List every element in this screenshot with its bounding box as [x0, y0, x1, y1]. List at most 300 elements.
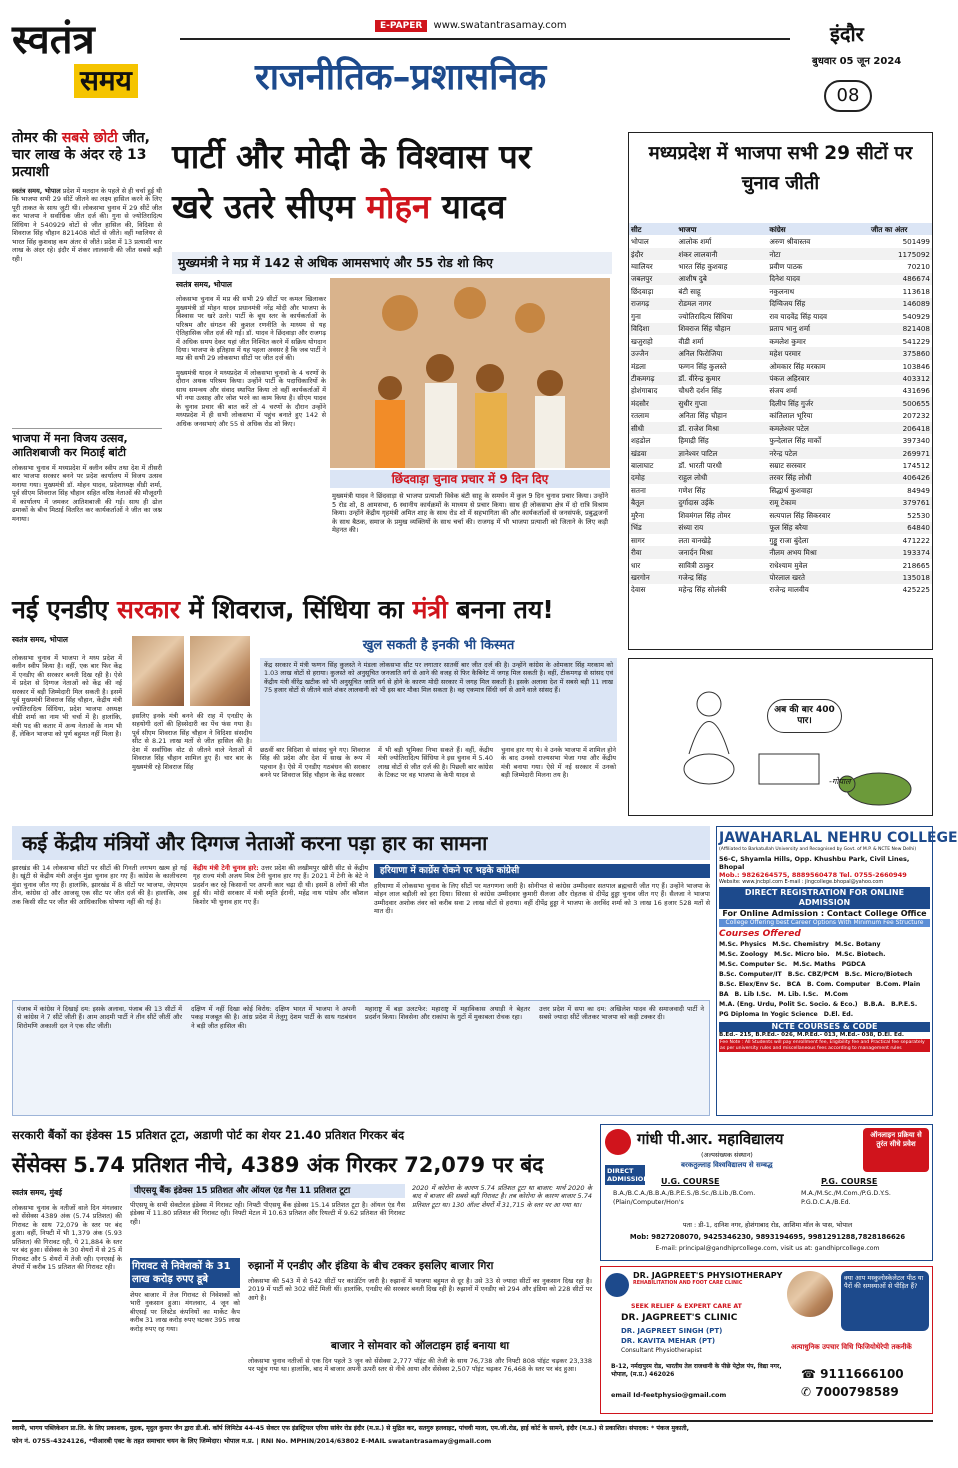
results-cell: सम्राट सरस्वार	[769, 461, 806, 471]
jnc-course-item: B. Com. Computer	[806, 981, 871, 988]
physio-logo-icon	[605, 1273, 629, 1297]
ministers-col1: झारखंड की 14 लोकसभा सीटों पर सीटों की गिनती लगभग खत्म हो गई है। खूंटी से केंद्रीय मंत्री अर्जुन मुंडा चुनाव हार गए हैं। कांग्रेस के कालीचरण मुंडा चुनाव जीत गए हैं। हालांकि, झारखंड में 8 सीटों पर भाजपा, जेएमएम तीन, कांग्रेस दो और आजसू एक सीट पर जीत दर्ज की है। हालांकि, अब तक किसी सीट पर जीत की आधिकारिक घोषणा नहीं की गई है।	[12, 864, 187, 906]
jnc-direct: DIRECT REGISTRATION FOR ONLINE ADMISSION	[719, 887, 930, 909]
strip-col3: महाराष्ट्र में बड़ा उलटफेर: महाराष्ट्र में महाविकास अघाड़ी ने बेहतर प्रदर्शन किया। शिवसेना और राकांपा के गुटों में मुकाबला रोचक रहा।	[365, 1005, 530, 1022]
results-cell: शिवराज सिंह चौहान	[676, 323, 767, 335]
results-cell: चौधरी दर्शन सिंह	[678, 386, 722, 396]
results-cell: 103846	[902, 361, 930, 371]
main-byline: स्वतंत्र समय, भोपाल	[176, 280, 232, 289]
results-cell: गणेश सिंह	[678, 485, 706, 495]
jnc-course-item: M.Sc. Micro bio.	[773, 951, 830, 958]
results-row	[629, 571, 932, 583]
results-cell: फुन्देलाल सिंह मार्को	[769, 436, 822, 446]
footer-line1: स्वामी, भागय पब्लिकेशन प्रा.लि. के लिए प्रकाशक, मुद्रक, मृदुल कुमार जैन द्वारा डी.बी. कॉर्प लिमिटेड 44-45 सेक्टर एफ इंडस्ट्रियल एरिया सांवेर रोड इंदौर (म.प्र.) से मुद्रित कर, सतगुरु हलवाइट, पांचवी माला, एम.जी.रोड, हाई कोर्ट के सामने, इंदौर (म.प्र.) से प्रकाशित। संपादक: * पंकज मुकाती,	[12, 1425, 689, 1432]
results-cell: इंदौर	[629, 248, 676, 260]
page-number: 08	[824, 80, 872, 112]
haryana-body: हरियाणा में लोकसभा चुनाव के लिए सीटों पर मतगणना जारी है। सोनीपत से कांग्रेस उम्मीदवार सतपाल ब्रह्मचारी जीत गए हैं। उन्होंने भाजपा के मोहन लाल बड़ौली को हरा दिया। सिरसा से कांग्रेस उम्मीदवार कुमारी सैलजा और रोहतक से दीपेंद्र हुड्डा चुनाव जीत गए हैं। सैलजा ने भाजपा उम्मीदवार अशोक तंवर को करीब सवा 2 लाख वोटों से हराया। वहीं दीपेंद्र हुड्डा ने भाजपा के अरविंद शर्मा को 3 लाख 16 हजार 528 मतों से मात दी।	[374, 882, 710, 916]
results-header: सीट	[631, 224, 642, 234]
jnc-course-item: M.Com	[824, 991, 849, 998]
physio-photo	[787, 1271, 833, 1317]
strip-col4: उत्तर प्रदेश में सपा का दम: अखिलेश यादव की समाजवादी पार्टी ने सबसे ज्यादा सीटें जीतकर भाजपा को कड़ी टक्कर दी।	[539, 1005, 704, 1022]
results-cell: महेन्द्र सिंह सोलंकी	[678, 585, 727, 595]
results-cell: रामू टेकाम	[767, 497, 869, 509]
results-cell: गुड्डू राजा बुंदेला	[769, 535, 809, 545]
jnc-course-item: M.Sc. Computer Sc.	[719, 961, 788, 968]
results-header: भाजपा	[678, 224, 697, 234]
physio-dr1: DR. JAGPREET SINGH (PT)	[621, 1327, 723, 1335]
jnc-course-item: B.Sc. Micro/Biotech	[844, 971, 913, 978]
results-row	[629, 323, 932, 335]
results-cell: आशीष दुबे	[676, 273, 767, 285]
jnc-courses-title: Courses Offered	[719, 928, 801, 939]
results-cell: ज्ञानेश्वर पाटिल	[676, 447, 767, 459]
gandhi-name: गांधी पी.आर. महाविद्यालय	[637, 1130, 784, 1148]
results-cell: नकुलनाथ	[769, 286, 795, 296]
left-byline: स्वतंत्र समय, भोपाल	[12, 187, 61, 195]
physio-name: DR. JAGPREET'S PHYSIOTHERAPY	[633, 1271, 783, 1280]
nda-headline: नई एनडीए सरकार में शिवराज, सिंधिया का मंत्री बनना तय!	[12, 595, 554, 624]
results-cell: 193374	[869, 546, 932, 558]
jnc-codes: B.Ed.- 215, B.P.Ed.- 026, M.P.Ed.- 013, M.Ed.- 038, D.El. Ed.	[719, 1032, 904, 1038]
results-cell: संध्या राय	[676, 522, 767, 534]
results-row	[629, 459, 932, 471]
results-cell: सावित्री ठाकुर	[678, 560, 714, 570]
results-cell: नरेन्द्र पटेल	[767, 447, 869, 459]
results-row	[629, 410, 932, 422]
jnc-course-item: BCA	[786, 981, 801, 988]
results-cell: सत्यपाल सिंह सिकरवार	[769, 510, 831, 520]
invest-body: शेयर बाजार में तेज गिरावट से निवेशकों को भारी नुकसान हुआ। मंगलवार, 4 जून को बीएसई पर लिस्टेड कंपनियों का मार्केट कैप करीब 31 लाख करोड़ रुपए घटकर 395 लाख करोड़ रुपए रह गया।	[130, 1291, 240, 1333]
physio-seek: SEEK RELIEF & EXPERT CARE AT	[631, 1303, 742, 1310]
results-row	[629, 422, 932, 434]
physio-clinic: DR. JAGPREET'S CLINIC	[621, 1313, 738, 1323]
results-row	[629, 559, 932, 571]
results-cell: 501499	[902, 237, 930, 247]
results-cell: पोरलाल खरते	[767, 571, 869, 583]
results-cell: 379761	[869, 497, 932, 509]
psu-body: पीएसयू के सभी सेक्टोरल इंडेक्स में गिरावट रही। निफ्टी पीएसयू बैंक इंडेक्स 15.14 प्रतिशत टूटा है। ऑयल एंड गैस इंडेक्स में 11.80 प्रतिशत की गिरावट रही। निफ्टी मेटल में 10.63 प्रतिशत और रियल्टी में 9.62 प्रतिशत की गिरावट रही।	[130, 1201, 405, 1226]
results-row	[629, 546, 932, 558]
main-headline-line2: खरे उतरे सीएम मोहन यादव	[172, 187, 506, 226]
results-cell: 113618	[902, 286, 930, 296]
results-row	[629, 298, 932, 310]
jnc-course-item: B.Sc. Computer/IT	[719, 971, 782, 978]
results-cell: 406426	[869, 472, 932, 484]
results-cell: 64840	[869, 522, 932, 534]
gandhi-direct: DIRECT ADMISSION	[605, 1165, 645, 1185]
results-cell: टीकमगढ़	[629, 372, 676, 384]
results-row	[629, 360, 932, 372]
jnc-course-item: M.Sc. Physics	[719, 941, 767, 948]
results-row	[629, 397, 932, 409]
results-cell: वीडी शर्मा	[678, 336, 704, 346]
results-cell: विदिशा	[629, 323, 676, 335]
physio-phone2[interactable]: ✆ 7000798589	[801, 1385, 899, 1399]
jnc-course-item: B. Lib I.Sc.	[734, 991, 772, 998]
strip-col1: पंजाब में कांग्रेस ने दिखाई दम: इसके अलावा, पंजाब की 13 सीटों में से कांग्रेस ने 7 सीटें जीती हैं। आम आदमी पार्टी ने तीन सीटें जीतीं और शिरोमणि अकाली दल ने एक सीट जीती।	[17, 1005, 182, 1030]
jnc-course-item: M.Sc. Maths	[793, 961, 836, 968]
scindia-photo	[190, 636, 250, 706]
gandhi-ug-list: B.A./B.C.A./B.B.A./B.P.E.S./B.Sc./B.Lib./B.Com.(Plain/Computer/Hon's	[613, 1190, 756, 1206]
issue-date: बुधवार 05 जून 2024	[812, 56, 902, 67]
physio-tag: अत्याधुनिक उपचार विधि फिजियोथेरेपी तकनीकें	[791, 1343, 912, 1351]
results-row	[629, 235, 932, 247]
results-cell: 471222	[902, 535, 930, 545]
nda-byline: स्वतंत्र समय, भोपाल	[12, 635, 68, 644]
jnc-course-item: PGDCA	[841, 961, 866, 968]
results-row	[629, 310, 932, 322]
jnc-course-item: B.Sc. CBZ/PCM	[787, 971, 839, 978]
results-row	[629, 509, 932, 521]
epaper-bar	[375, 20, 635, 36]
jnc-course-item: PG Diploma In Yogic Science	[719, 1011, 818, 1018]
kismat-col2: चुनाव हार गए थे। वे उनके भाजपा में शामिल होने के बाद उनको राज्यसभा भेजा गया और केंद्रीय मंत्री बनाया गया। ऐसे में नई सरकार में उनको बड़ी जिम्मेदारी मिलना तय है।	[501, 746, 616, 780]
results-cell: रतलाम	[631, 411, 650, 421]
results-cell: गुना	[631, 311, 641, 321]
results-cell: बैतूल	[629, 497, 676, 509]
results-cell: लता वानखेड़े	[678, 535, 712, 545]
results-cell: 431696	[902, 386, 930, 396]
main-headline	[172, 132, 612, 250]
market-byline: स्वतंत्र समय, मुंबई	[12, 1188, 62, 1197]
jnc-course-item: D.El. Ed.	[823, 1011, 854, 1018]
results-cell: ओमकार सिंह मरकाम	[769, 361, 826, 371]
main-body2: मुख्यमंत्री यादव ने मध्यप्रदेश में लोकसभा चुनावों के 4 चरणों के दौरान अथक परिश्रम किया। उन्होंने पार्टी के पदाधिकारियों के साथ समन्वय और संवाद स्थापित किया तो वहीं कार्यकर्ताओं में भी नया उत्साह और जोश भरने का काम किया है। सीएम यादव के चुनाव प्रचार की बात करें तो 4 चरणों के दौरान उन्होंने मध्यप्रदेश में ही सभी लोकसभा में पहुंच बनाते हुए 142 से अधिक जनसभाएं और 55 से अधिक रोड शो किए।	[176, 368, 326, 428]
rujhan-body: लोकसभा की 543 में से 542 सीटों पर काउंटिंग जारी है। रुझानों में भाजपा बहुमत से दूर है। उसे 33 से ज्यादा सीटों का नुकसान दिख रहा है। 2019 में पार्टी को 302 सीटें मिली थीं। हालांकि, एनडीए की सरकार बनती दिख रही है। रुझानों में एनडीए को 294 और इंडिया को 228 सीटों पर आगे है।	[248, 1277, 592, 1302]
results-cell: डॉ. वीरेन्द्र कुमार	[676, 372, 767, 384]
gandhi-sub: (अल्पसंख्यक संस्थान)	[701, 1151, 753, 1159]
main-photo	[330, 278, 610, 468]
left-headline: तोमर की सबसे छोटी जीत, चार लाख के अंदर रहे 13 प्रत्याशी	[12, 130, 150, 180]
jnc-note: Fee Note : All Students will pay enrollment fee, Eligibility fee and Practical fee separately as per university rules and miscellaneous fees according to management rules	[719, 1039, 930, 1052]
results-cell: मुरैना	[631, 510, 645, 520]
results-cell: शंकर लालवानी	[676, 248, 767, 260]
results-title: मध्यप्रदेश में भाजपा सभी 29 सीटों पर चुनाव जीती	[648, 143, 913, 194]
results-cell: राजेन्द्र मालवीय	[769, 585, 809, 595]
results-cell: कमलेश कुमार	[769, 336, 806, 346]
results-cell: फूल सिंह बरैया	[767, 522, 869, 534]
strip-box	[12, 1000, 710, 1116]
results-cell: सागर	[631, 535, 645, 545]
cartoon-signature: -गोपाल	[829, 777, 851, 786]
results-cell: गजेन्द्र सिंह	[676, 571, 767, 583]
epaper-label: E-PAPER	[375, 20, 427, 32]
masthead-rule	[180, 38, 790, 40]
results-cell: 269971	[869, 447, 932, 459]
main-story-col1	[176, 280, 326, 580]
gandhi-addr: पता : डी-1, दानिश नगर, होशंगाबाद रोड, आशिमा मॉल के पास, भोपाल	[682, 1221, 853, 1229]
results-cell: डॉ. भारती पारधी	[678, 461, 722, 471]
whatsapp-icon: ✆	[801, 1385, 812, 1399]
results-header: जीत का अंतर	[871, 224, 908, 234]
results-cell: भिंड	[629, 522, 676, 534]
invest-box	[130, 1258, 240, 1408]
results-cell: 541229	[902, 336, 930, 346]
results-cell: उज्जैन	[629, 347, 676, 359]
jnc-web: Website: www.jncbpl.com E-mail : jlngcollege.bhopal@yahoo.com	[719, 879, 884, 885]
physio-dr2: DR. KAVITA MEHAR (PT)	[621, 1337, 716, 1345]
results-cell: नोटा	[767, 248, 869, 260]
jnc-course-item: M.Sc. Chemistry	[772, 941, 829, 948]
ministers-col2-head: केंद्रीय मंत्री टेनी चुनाव हारे:	[193, 864, 259, 872]
results-row	[629, 285, 932, 297]
results-cell: दुर्गादास उईके	[676, 497, 767, 509]
results-cell: 135018	[869, 571, 932, 583]
results-cell: भोपाल	[631, 237, 649, 247]
cartoon-drawing-icon	[629, 659, 931, 814]
gandhi-mob: Mob: 9827208070, 9425346230, 9893194695, 9981291288,7828186626	[629, 1233, 906, 1241]
results-cell: महेश परमार	[767, 347, 869, 359]
results-cell: राजगढ़	[629, 298, 676, 310]
jnc-name: JAWAHARLAL NEHRU COLLEGE	[719, 830, 958, 846]
results-cell: 218665	[902, 560, 930, 570]
results-cell: पंकज अहिरवार	[767, 372, 869, 384]
kismat-box	[260, 636, 617, 816]
divider	[12, 428, 162, 429]
masthead-logo	[12, 18, 162, 108]
results-cell: 52530	[907, 510, 930, 520]
results-cell: खंडवा	[629, 447, 676, 459]
jnc-course-item: M.Sc. Biotech.	[835, 951, 886, 958]
results-cell: रोडमल नागर	[676, 298, 767, 310]
ministers-col2	[193, 864, 368, 994]
results-cell: ज्योतिरादित्य सिंधिया	[678, 311, 733, 321]
left-body-text: प्रदेश में मतदान के पहले से ही चर्चा हुई थी कि भाजपा सभी 29 सीटें जीतने का लक्ष्य हासिल करने के लिए पूरी ताकत के साथ जुटी थी। लोकसभा चुनाव में 29 सीटें जीत कर भाजपा ने सर्वाधिक जीत दर्ज की। गुना से ज्योतिरादित्य सिंधिया ने 540929 वोटों से जीत हासिल की, विदिशा से शिवराज सिंह चौहान 821408 वोटों से जीते। वहीं ग्वालियर से भारत सिंह कुशवाह कम अंतर से जीते। प्रदेश में 13 प्रत्याशी चार लाख के अंदर रहे। इंदौर में शंकर लालवानी की जीत सबसे बड़ी रही।	[12, 187, 162, 263]
logo-line1: स्वतंत्र	[12, 16, 95, 63]
results-cell: दिनेश यादव	[767, 273, 869, 285]
main-subhead: मुख्यमंत्री ने मप्र में 142 से अधिक आमसभाएं और 55 रोड शो किए	[172, 252, 612, 274]
physio-question: क्या आप मस्कुलोस्केलेटल पीठ या पैरों की समस्याओं से पीड़ित हैं?	[841, 1271, 929, 1331]
results-cell: शहडोल	[631, 436, 651, 446]
results-cell: भारत सिंह कुशवाह	[678, 262, 728, 272]
results-row	[629, 385, 932, 397]
jnc-course-item: B.B.A.	[863, 1001, 886, 1008]
gandhi-affil: बरकतुल्लाह विश्वविद्यालय से सम्बद्ध	[681, 1161, 773, 1169]
results-cell: 425225	[902, 585, 930, 595]
results-cell: नीलम अभय मिश्रा	[767, 546, 869, 558]
results-cell: हिमाद्री सिंह	[678, 436, 709, 446]
results-cell: बालाघाट	[631, 461, 654, 471]
results-cell: धार	[631, 560, 641, 570]
gandhi-pg: P.G. COURSE	[821, 1177, 878, 1186]
results-cell: राव यादवेंद्र सिंह यादव	[769, 311, 828, 321]
footer-line2: फोन नं. 0755-4324126, *पीआरबी एक्ट के तहत समाचार चयन के लिए जिम्मेदार। भोपाल म.प्र. | RNI No. MPHIN/2014/63802 E-MAIL swatantrasamay@gmail.com	[12, 1437, 492, 1445]
invest-title: गिरावट से निवेशकों के 31 लाख करोड़ रुपए डूबे	[130, 1258, 240, 1288]
results-row	[629, 497, 932, 509]
jnc-addr: 56-C, Shyamla Hills, Opp. Khushbu Park, Civil Lines, Bhopal	[719, 854, 910, 871]
cartoon-box	[628, 658, 933, 816]
results-cell: 84949	[907, 485, 930, 495]
jnc-contact: For Online Admission : Contact College Office	[722, 909, 927, 919]
left-story2	[12, 432, 162, 577]
results-cell: खजुराहो	[631, 336, 653, 346]
results-header: कांग्रेस	[769, 224, 786, 234]
gandhi-email[interactable]: E-mail: principal@gandhiprcollege.com, visit us at: gandhiprcollege.com	[655, 1245, 880, 1252]
physio-ad[interactable]	[600, 1266, 933, 1414]
jnc-course-list	[719, 940, 930, 1020]
results-cell: डॉ. राजेश मिश्रा	[676, 422, 767, 434]
alltime-body: लोकसभा चुनाव नतीजों से एक दिन पहले 3 जून को सेंसेक्स 2,777 पॉइंट की तेजी के साथ 76,738 और निफ्टी 808 पॉइंट चढ़कर 23,338 पर पहुंच गया था। हालांकि, बाद में बाजार अपनी ऊपरी स्तर से नीचे आया और सेंसेक्स 2,507 पॉइंट चढ़कर 76,468 के स्तर पर बंद हुआ।	[248, 1357, 592, 1374]
results-row	[629, 472, 932, 484]
physio-email[interactable]: email Id-feetphysio@gmail.com	[611, 1391, 727, 1399]
celebration-photo-icon	[330, 278, 610, 468]
results-cell: आलोक शर्मा	[678, 237, 712, 247]
jnc-ad[interactable]	[716, 826, 958, 1116]
main-headline-line1: पार्टी और मोदी के विश्वास पर	[172, 137, 532, 176]
jnc-mob: Mob.: 9826264575, 8889560478 Tel. 0755-2660949	[719, 870, 907, 879]
results-cell: 70210	[907, 262, 930, 272]
results-row	[629, 273, 932, 285]
jnc-course-item: M.Sc. Zoology	[719, 951, 768, 958]
section-title: राजनीतिक–प्रशासनिक	[255, 57, 547, 98]
results-cell: 1175092	[869, 248, 932, 260]
jnc-ncte: NCTE COURSES & CODE	[719, 1022, 930, 1032]
results-cell: जबलपुर	[629, 273, 676, 285]
results-cell: मंडला	[631, 361, 646, 371]
nda-body2: इसलिए इनके मंत्री बनने की राह में एनडीए के सहयोगी दलों की हिस्सेदारी का पेंच फंस गया है। पूर्व सीएम शिवराज सिंह चौहान ने विदिशा संसदीय सीट से 8.21 लाख मतों से जीत हासिल की है। देश में सर्वाधिक वोट से जीतने वाले नेताओं में शिवराज सिंह चौहान शामिल हुए हैं। चार बार के मुख्यमंत्री रहे शिवराज सिंह	[132, 712, 252, 771]
left-story-body	[12, 187, 162, 263]
results-row	[629, 434, 932, 446]
results-cell: प्रताप भानु शर्मा	[767, 323, 869, 335]
shivraj-photo	[132, 636, 184, 706]
results-row	[629, 484, 932, 496]
results-row	[629, 534, 932, 546]
physio-sub: REHABILITATION AND FOOT CARE CLINIC	[633, 1281, 743, 1286]
results-cell: अरुण श्रीवास्तव	[769, 237, 811, 247]
results-row	[629, 248, 932, 260]
results-cell: शिवमंगल सिंह तोमर	[678, 510, 731, 520]
results-cell: 174512	[902, 461, 930, 471]
physio-role: Consultant Physiotherapist	[621, 1347, 702, 1354]
results-cell: सतना	[631, 485, 646, 495]
results-cell: सिद्धार्थ कुशवाहा	[769, 485, 813, 495]
market-right: 2020 में कोरोना के कारण 5.74 प्रतिशत टूटा था बाजार: मार्च 2020 के बाद ये बाजार की सबसे बड़ी गिरावट है। तब कोरोना के कारण बाजार 5.74 प्रतिशत टूटा था। 130 ऑल्ट शेयरों में 31,715 के स्तर पर आ गया था।	[412, 1184, 592, 1209]
rujhan-box	[248, 1258, 592, 1333]
results-row	[629, 347, 932, 359]
psu-box	[130, 1184, 405, 1252]
results-cell: 375860	[869, 347, 932, 359]
results-cell: प्रवीण पाठक	[769, 262, 803, 272]
jnc-course-item: B.P.E.S.	[891, 1001, 918, 1008]
alltime-title: बाजार ने सोमवार को ऑलटाइम हाई बनाया था	[330, 1340, 510, 1352]
city-name: इंदौर	[830, 22, 864, 46]
results-cell: होशंगाबाद	[631, 386, 658, 396]
results-cell: 397340	[902, 436, 930, 446]
kismat-title: खुल सकती है इनकी भी किस्मत	[362, 638, 515, 653]
psu-title: पीएसयू बैंक इंडेक्स 15 प्रतिशत और ऑयल एंड गैस 11 प्रतिशत टूटा	[130, 1184, 405, 1198]
results-row	[629, 584, 932, 596]
website-link[interactable]: www.swatantrasamay.com	[433, 20, 567, 31]
results-cell: अनिता सिंह चौहान	[678, 411, 727, 421]
results-row	[629, 260, 932, 272]
jnc-course-item: M.A. (Eng. Urdu, Polit Sc. Socio. & Eco.)	[719, 1001, 858, 1008]
haryana-title: हरियाणा में कार्ग्रेस रोकने पर भड़के कांग्रेसी	[374, 864, 710, 878]
phone-icon: ☎	[801, 1367, 816, 1381]
results-cell: 486674	[869, 273, 932, 285]
physio-phone1[interactable]: ☎ 9111666100	[801, 1367, 904, 1381]
results-header-row	[629, 223, 932, 235]
gandhi-logo-icon	[605, 1129, 631, 1155]
jnc-affil: (Affiliated to Barkatullah University and Recognised by Govt. of M.P. & NCTE New Delhi)	[719, 847, 917, 852]
logo-line2-box	[74, 64, 138, 98]
strip-col2: दक्षिण में नहीं दिखा कोई विरोध: दक्षिण भारत में भाजपा ने अपनी पकड़ मजबूत की है। आंध्र प्रदेश में तेलुगु देशम पार्टी के साथ गठबंधन ने बड़ी जीत हासिल की।	[191, 1005, 356, 1030]
results-cell: सीधी	[629, 422, 676, 434]
results-cell: दिग्विजय सिंह	[767, 298, 869, 310]
kismat-body: केंद्र सरकार में मंत्री फग्गन सिंह कुलस्ते ने मंडला लोकसभा सीट पर लगातार सातवीं बार जीत दर्ज की है। उन्होंने कांग्रेस के ओमकार सिंह मरकाम को 1.03 लाख वोटों से हराया। कुलस्ते को अनुसूचित जनजाति वर्ग से आने की वजह से फिर कैबिनेट में जगह मिल सकती है। वहीं, टीकमगढ़ से सांसद एवं केंद्रीय मंत्री वीरेंद्र खटीक को भी अनुसूचित जाति वर्ग से होने के कारण मोदी सरकार में जगह मिल सकती है। इसके अलावा देश में सबसे बड़ी 11 लाख 75 हजार वोटों से जीतने वाले शंकर लालवानी को भी इस बार मौका मिल सकता है। वह एकमात्र सिंधी वर्ग से आने वाले सांसद हैं।	[260, 658, 617, 742]
haryana-box	[374, 864, 710, 994]
ministers-col2-text: उत्तर प्रदेश की लखीमपुर खीरी सीट से केंद्रीय गृह राज्य मंत्री अजय मिश्र टेनी चुनाव हार गए हैं। 2021 में टेनी के बेटे ने प्रदर्शन कर रहे किसानों पर अपनी कार चढ़ा दी थी। इसमें 8 लोगों की मौत हुई थी। मोदी सरकार में मंत्री स्मृति ईरानी, महेंद्र नाथ पांडेय और कौशल किशोर भी चुनाव हार गए हैं।	[193, 864, 368, 906]
footer-rule	[12, 1420, 933, 1422]
results-box	[628, 132, 933, 650]
results-row	[629, 522, 932, 534]
results-cell: 146089	[869, 298, 932, 310]
results-cell: तरवर सिंह लोधी	[767, 472, 869, 484]
ministers-headline: कई केंद्रीय मंत्रियों और दिग्गज नेताओं करना पड़ा हार का सामना	[12, 826, 710, 860]
results-cell: दमोह	[629, 472, 676, 484]
main-body1: लोकसभा चुनाव में मप्र की सभी 29 सीटों पर कमल खिलाकर मुख्यमंत्री डॉ मोहन यादव प्रधानमंत्री नरेंद्र मोदी और भाजपा के विश्वास पर खरे उतरे। पार्टी के बूथ स्तर के कार्यकर्ताओं के परिश्रम और संगठन की कुशल रणनीति के माध्यम से यह ऐतिहासिक जीत दर्ज की गई। डॉ. यादव ने छिंदवाड़ा और राजगढ़ में अधिक समय देकर यहां जीत निश्चित करने में सक्रिय योगदान दिया। भाजपा के इतिहास में यह पहला अवसर है कि जब पार्टी ने मप्र की सभी 29 लोकसभा सीटों पर जीत दर्ज की।	[176, 295, 326, 363]
results-row	[629, 372, 932, 384]
jnc-course-item: M. Lib. I.Sc.	[777, 991, 819, 998]
results-row	[629, 447, 932, 459]
jnc-course-item: B.Sc. Elex/Env Sc.	[719, 981, 781, 988]
gandhi-ug: U.G. COURSE	[661, 1177, 720, 1186]
results-cell: 207232	[902, 411, 930, 421]
results-cell: 403312	[869, 372, 932, 384]
results-cell: 500655	[869, 397, 932, 409]
market-col1: लोकसभा चुनाव के नतीजों वाले दिन मंगलवार को सेंसेक्स 4389 अंक (5.74 प्रतिशत) की गिरावट के साथ 72,079 के स्तर पर बंद हुआ। वहीं, निफ्टी में भी 1,379 अंक (5.93 प्रतिशत) की गिरावट रही, ये 21,884 के स्तर पर बंद हुआ। सेंसेक्स के 30 शेयरों में से 25 में गिरावट और 5 शेयरों में तेजी रही। एनएसई के शेयरों में करीब 15 प्रतिशत की गिरावट रही।	[12, 1204, 122, 1272]
results-table	[629, 223, 932, 596]
physio-addr: B-12, नर्मदापुरम रोड, भारतीय तेल राजधानी के पीछे पेट्रोल पंप, विद्या नगर, भोपाल, (म.प्र.) 462026	[611, 1363, 782, 1378]
caption-body: मुख्यमंत्री यादव ने छिंदवाड़ा से भाजपा प्रत्याशी विवेक बंटी साहू के समर्थन में कुल 9 दिन चुनाव प्रचार किया। उन्होंने 5 रोड शो, 8 आमसभा, 6 स्थानीय कार्यक्रमों के माध्यम से प्रचार किया। साथ ही लोकसभा क्षेत्र में दो रात्रि विश्राम किया। उन्होंने केंद्रीय गृहमंत्री अमित शाह के साथ रोड शो में सहभागिता की और कार्यकर्ताओं से जनसंपर्क, प्रबुद्धजनों के साथ बैठक, समाज के प्रमुख व्यक्तियों के साथ चर्चा की। राजगढ़ में भी भाजपा प्रत्याशी को जिताने के लिए कड़ी मेहनत की।	[332, 492, 608, 535]
results-cell: जनार्दन मिश्रा	[676, 546, 767, 558]
jnc-offering: College Offering best Career Options With Minimum Fee Structure	[719, 919, 930, 927]
left-story2-headline: भाजपा में मना विजय उत्सव, आतिशबाजी कर मिठाई बांटी	[12, 432, 128, 459]
results-cell: कांतिलाल भूरिया	[769, 411, 813, 421]
results-cell: कमलेश्वर पटेल	[767, 422, 869, 434]
rujhan-title: रुझानों में एनडीए और इंडिया के बीच टक्कर इसलिए बाजार गिरा	[248, 1260, 494, 1272]
results-cell: राहुल लोधी	[676, 472, 767, 484]
cartoon-bubble: अब की बार 400 पार।	[767, 699, 842, 733]
results-cell: ग्वालियर	[631, 262, 653, 272]
results-cell: 821408	[869, 323, 932, 335]
jnc-course-item: B.Com. Plain	[876, 981, 921, 988]
results-cell: देवास	[631, 585, 646, 595]
nda-body3: छठवीं बार विदिशा से सांसद चुने गए। शिवराज सिंह की प्रदेश और देश में साख के रूप में पहचान है। ऐसे में एनडीए गठबंधन की सरकार बनने पर शिवराज सिंह चौहान के केंद्र सरकार	[260, 746, 370, 780]
market-strip: सरकारी बैंकों का इंडेक्स 15 प्रतिशत टूटा, अडाणी पोर्ट का शेयर 21.40 प्रतिशत गिरकर बंद	[12, 1128, 405, 1142]
nda-body1: लोकसभा चुनाव में भाजपा ने मध्य प्रदेश में क्लीन स्वीप किया है। वहीं, एक बार फिर केंद्र में एनडीए की सरकार बनती दिख रही है। ऐसे में प्रदेश से दिग्गज नेताओं को केंद्र की नई सरकार में बड़ी जिम्मेदारी मिल सकती है। इसमें पूर्व मुख्यमंत्री शिवराज सिंह चौहान, केंद्रीय मंत्री ज्योतिरादित्य सिंधिया, प्रदेश भाजपा अध्यक्ष वीडी शर्मा का नाम भी चर्चा में है। हालांकि, मंत्री पद की कतार में अन्य नेताओं के नाम भी हैं, लेकिन भाजपा को पूर्ण बहुमत नहीं मिला है।	[12, 654, 122, 738]
kismat-col1: में भी बड़ी भूमिका निभा सकते हैं। वहीं, केंद्रीय मंत्री ज्योतिरादित्य सिंधिया ने इस चुनाव में 5.40 लाख वोटों से जीत दर्ज की है। पिछली बार कांग्रेस के टिकट पर वह भाजपा के केपी यादव से	[378, 746, 493, 780]
results-row	[629, 335, 932, 347]
results-cell: दिलीप सिंह गुर्जर	[767, 397, 869, 409]
photo-caption: छिंदवाड़ा चुनाव प्रचार में 9 दिन दिए	[330, 470, 610, 488]
results-cell: राधेश्याम मुवेल	[769, 560, 808, 570]
results-cell: रीवा	[629, 546, 676, 558]
results-cell: 206418	[869, 422, 932, 434]
results-cell: फग्गन सिंह कुलस्ते	[678, 361, 727, 371]
left-story2-body: लोकसभा चुनाव में मध्यप्रदेश में क्लीन स्वीप तथा देश में तीसरी बार भाजपा सरकार बनने पर प्रदेश कार्यालय में विजय उत्सव मनाया गया। मुख्यमंत्री डॉ. मोहन यादव, प्रदेशाध्यक्ष वीडी शर्मा, पूर्व सीएम शिवराज सिंह चौहान सहित वरिष्ठ नेताओं की मौजूदगी में कार्यालय में जमकर आतिशबाजी की गई। साथ ही ढोल ढमाकों के बीच मिठाई वितरित कर कार्यकर्ताओं ने जीत का जश्न मनाया।	[12, 464, 162, 523]
logo-line2: समय	[80, 64, 132, 97]
results-cell: खरगोन	[629, 571, 676, 583]
results-cell: सुधीर गुप्ता	[676, 397, 767, 409]
jnc-course-item: BA	[719, 991, 729, 998]
results-cell: संजय शर्मा	[769, 386, 798, 396]
results-cell: छिंदवाड़ा	[631, 286, 654, 296]
results-cell: 540929	[902, 311, 930, 321]
gandhi-ad[interactable]	[600, 1124, 933, 1261]
results-cell: मंदसौर	[629, 397, 676, 409]
jnc-course-item: M.Sc. Botany	[834, 941, 881, 948]
gandhi-badge: ऑनलाइन प्रक्रिया से तुरंत सीधे प्रवेश	[863, 1128, 929, 1172]
